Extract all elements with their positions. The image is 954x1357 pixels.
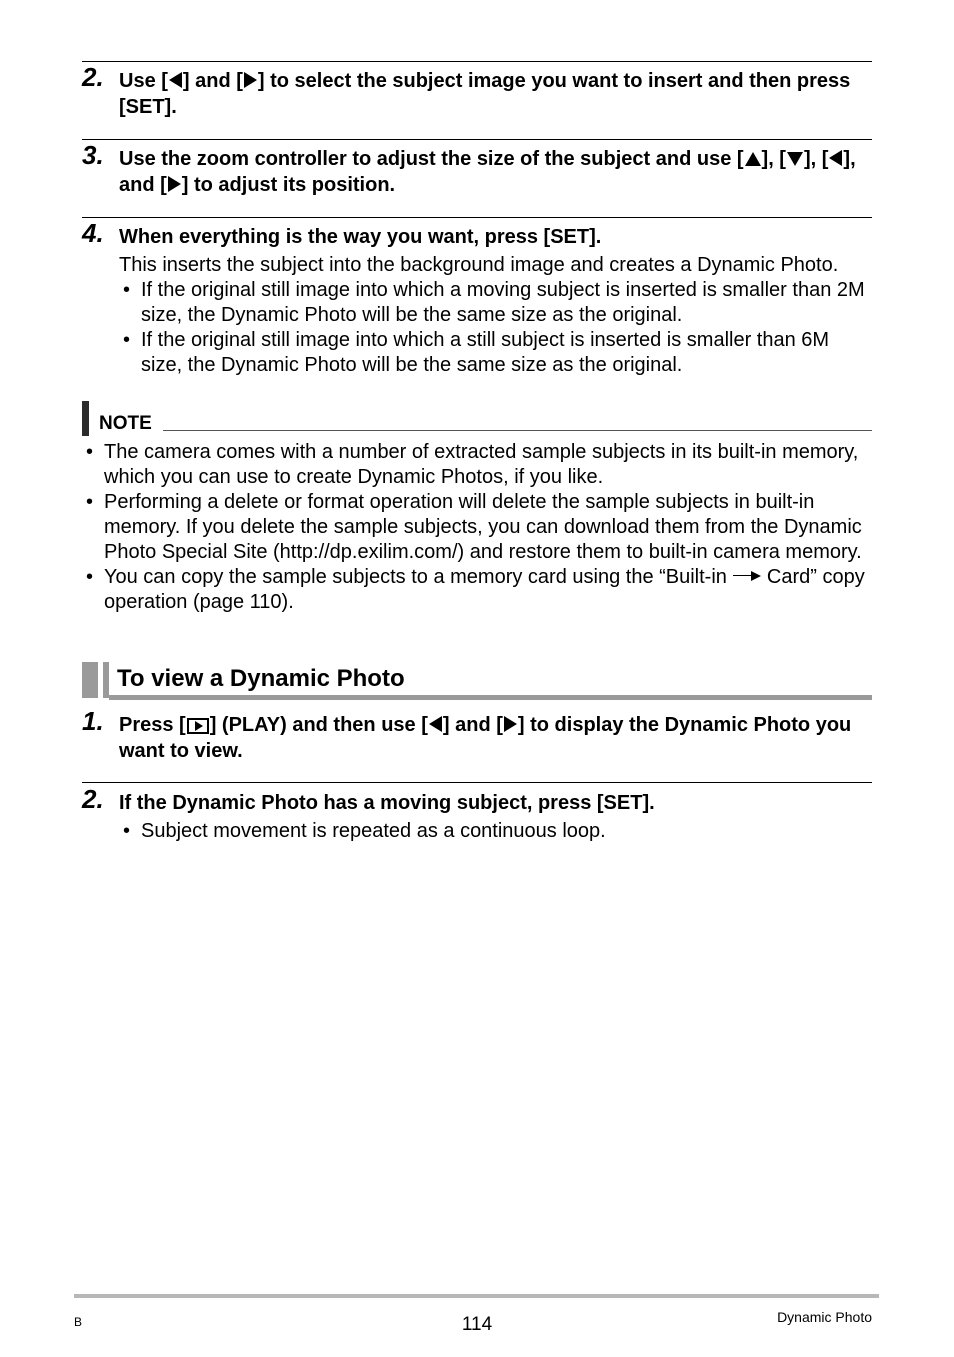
list-item: • The camera comes with a number of extracted sample subjects in its built-in memory, which you can use to create Dynamic Photos, if you like. <box>82 440 872 490</box>
step-bullets <box>119 278 872 378</box>
footer-code: B <box>74 1315 83 1329</box>
step-number: 1. <box>82 706 104 736</box>
note-label: NOTE <box>99 413 152 434</box>
section-title: To view a Dynamic Photo <box>117 665 405 692</box>
footer-divider <box>74 1294 879 1298</box>
note-bar <box>82 401 89 436</box>
divider <box>82 61 872 62</box>
step-instruction: Use the zoom controller to adjust the size of the subject and use [ ], [ ], [ ], and [ ] to adjust its position. <box>119 148 856 196</box>
list-item: • Subject movement is repeated as a continuous loop. <box>119 819 872 844</box>
step-description: This inserts the subject into the background image and creates a Dynamic Photo. <box>119 254 839 276</box>
list-item: • If the original still image into which a moving subject is inserted is smaller than 2M size, the Dynamic Photo will be the same size as the original. <box>119 278 872 328</box>
list-item: • If the original still image into which a still subject is inserted is smaller than 6M size, the Dynamic Photo will be the same size as the original. <box>119 328 872 378</box>
step-2 <box>82 62 872 120</box>
step-instruction: Use [ ] and [ ] to select the subject image you want to insert and then press [SET]. <box>119 70 851 118</box>
arrow-right-icon <box>733 571 761 581</box>
footer-chapter: Dynamic Photo <box>777 1309 872 1325</box>
right-arrow-icon <box>244 72 257 88</box>
divider <box>82 139 872 140</box>
down-arrow-icon <box>787 152 803 166</box>
step-number: 2. <box>82 62 104 92</box>
step-number: 3. <box>82 140 104 170</box>
right-arrow-icon <box>504 716 517 732</box>
step-number: 2. <box>82 784 104 814</box>
left-arrow-icon <box>429 716 442 732</box>
list-item: • Performing a delete or format operation will delete the sample subjects in built-in memory. If you delete the sample subjects, you can download them from the Dynamic Photo Special Site (http://dp.exilim.com/) and restore them to built-in camera memory. <box>82 490 872 565</box>
step-instruction: If the Dynamic Photo has a moving subject, press [SET]. <box>119 792 655 814</box>
step-bullets <box>119 819 872 844</box>
step-instruction: Press [ ] (PLAY) and then use [ ] and [ ] to display the Dynamic Photo you want to view. <box>119 714 852 762</box>
up-arrow-icon <box>745 152 761 166</box>
view-step-2 <box>82 784 872 844</box>
left-arrow-icon <box>829 150 842 166</box>
note-divider <box>163 430 872 431</box>
left-arrow-icon <box>169 72 182 88</box>
list-item: • You can copy the sample subjects to a memory card using the “Built-in Card” copy operation (page 110). <box>82 565 872 615</box>
divider <box>82 217 872 218</box>
step-3 <box>82 140 872 198</box>
step-instruction: When everything is the way you want, press [SET]. <box>119 226 602 248</box>
step-4 <box>82 218 872 378</box>
play-icon <box>187 718 209 734</box>
note-list <box>82 440 872 615</box>
view-step-1 <box>82 706 872 764</box>
section-heading <box>82 660 872 700</box>
divider <box>82 782 872 783</box>
right-arrow-icon <box>168 176 181 192</box>
step-number: 4. <box>82 218 104 248</box>
page-number: 114 <box>461 1314 493 1335</box>
